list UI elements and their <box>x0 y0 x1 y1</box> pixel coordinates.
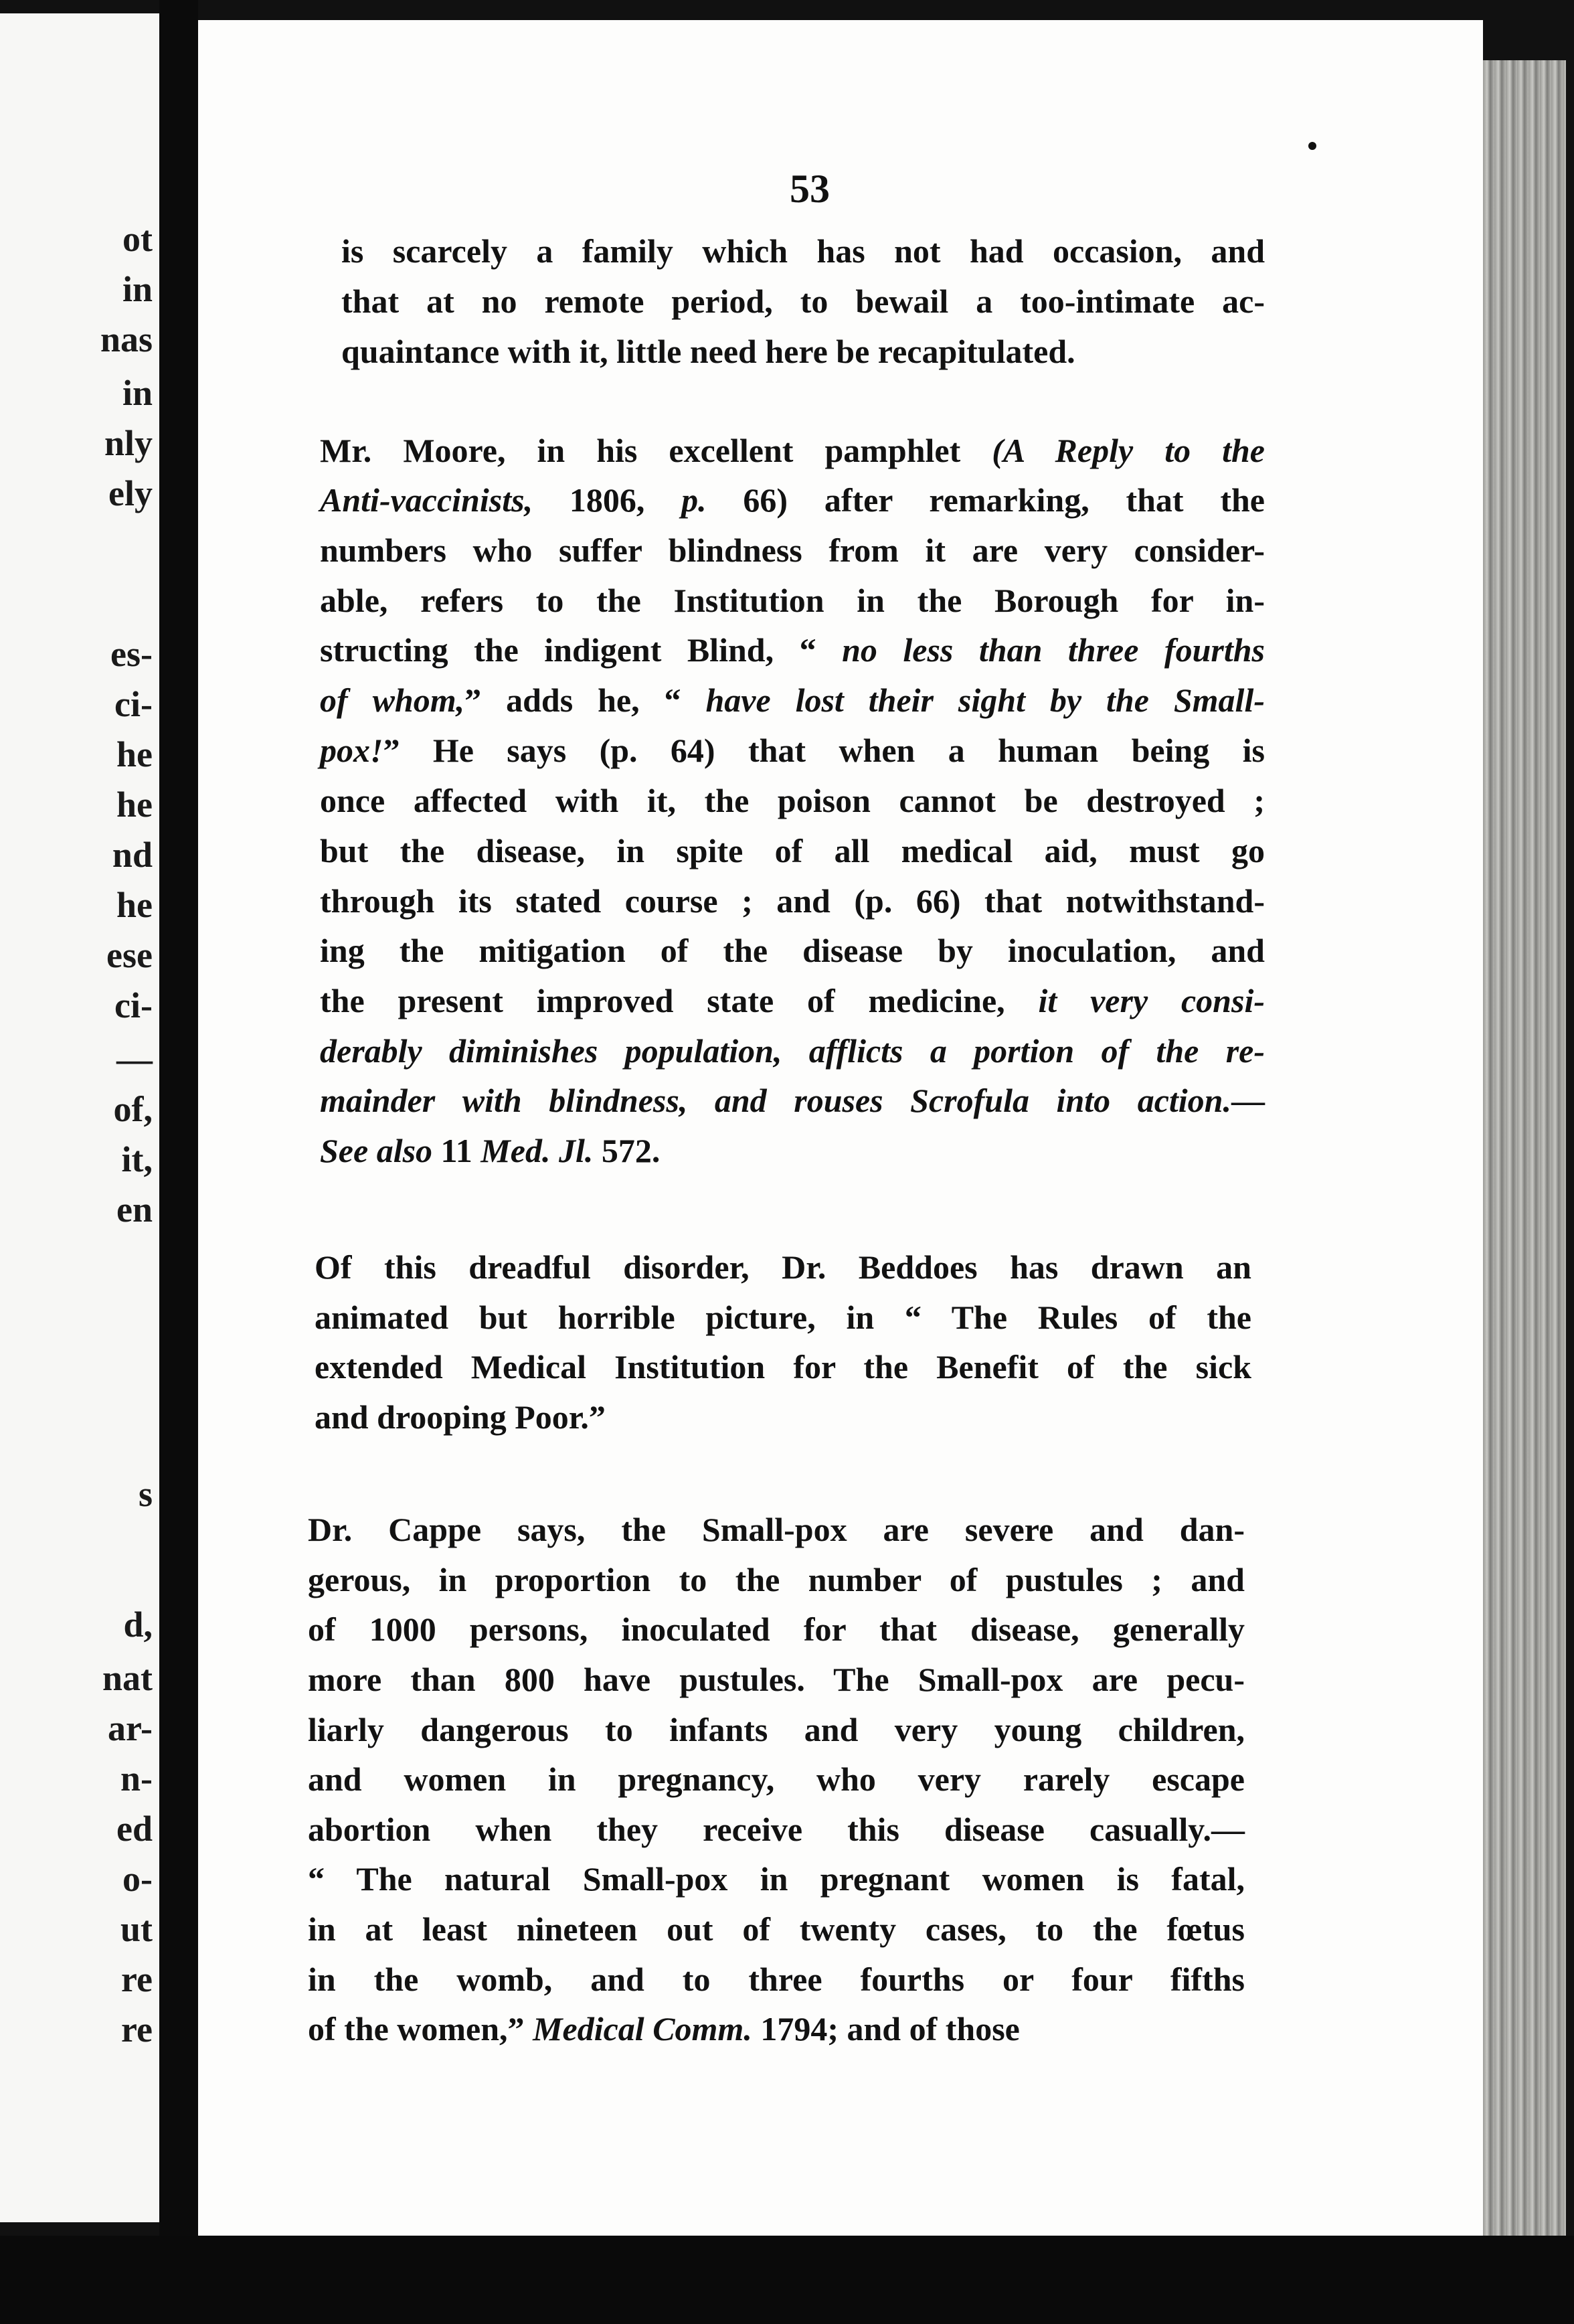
italic-text: mainder with blindness, and rouses Scrofula into action. <box>320 1082 1231 1119</box>
left-page-fragment: in <box>122 373 153 413</box>
text-line <box>320 734 1265 767</box>
text-line <box>320 1134 1265 1167</box>
text-run: through its stated course ; and (p. 66) that notwithstand- <box>320 882 1265 920</box>
text-line <box>308 1513 1245 1546</box>
italic-text: p. <box>681 481 707 519</box>
italic-text: have lost their sight by the Small- <box>705 681 1265 719</box>
text-run: 1806, <box>569 481 682 519</box>
left-page-fragment: ci- <box>114 684 153 724</box>
left-page-fragment: of, <box>113 1089 153 1129</box>
left-page-fragment: ot <box>122 219 153 259</box>
text-line <box>315 1400 1251 1434</box>
text-run: liarly dangerous to infants and very young children, <box>308 1711 1245 1748</box>
left-page-fragment: he <box>116 784 153 825</box>
text-run: numbers who suffer blindness from it are very consider- <box>320 531 1265 569</box>
text-line <box>320 1084 1265 1117</box>
text-line <box>308 1762 1245 1796</box>
text-run: ” adds he, “ <box>464 681 706 719</box>
page-edge <box>1483 60 1566 2242</box>
left-page-fragment: ed <box>116 1809 153 1849</box>
text-run: more than 800 have pustules. The Small-pox are pecu- <box>308 1661 1245 1698</box>
italic-text: of whom, <box>320 681 465 719</box>
text-run: and drooping Poor.” <box>315 1398 606 1436</box>
text-run: — <box>1231 1082 1265 1119</box>
text-run: that at no remote period, to bewail a too-intimate ac- <box>341 282 1265 320</box>
text-line <box>320 533 1265 567</box>
left-page-fragment: — <box>116 1039 153 1079</box>
italic-text: it very consi- <box>1038 982 1265 1019</box>
text-line <box>315 1301 1251 1334</box>
text-run: structing the indigent Blind, “ <box>320 631 843 669</box>
text-line <box>308 1912 1245 1946</box>
text-run: abortion when they receive this disease casually.— <box>308 1811 1245 1848</box>
text-run: Mr. Moore, in his excellent pamphlet <box>320 432 992 469</box>
text-line <box>308 1963 1245 1996</box>
italic-text: See also <box>320 1132 433 1169</box>
text-line <box>315 1250 1251 1284</box>
text-run: of the women,” <box>308 2010 533 2048</box>
text-run: gerous, in proportion to the number of pustules ; and <box>308 1561 1245 1598</box>
left-page-fragment: ely <box>108 473 153 513</box>
left-page-fragment: o- <box>122 1859 153 1899</box>
left-page-fragment: ci- <box>114 985 153 1025</box>
text-line <box>320 584 1265 617</box>
left-page-fragment: nas <box>100 319 153 359</box>
text-line <box>320 633 1265 667</box>
text-run: Of this dreadful disorder, Dr. Beddoes has drawn an <box>315 1248 1251 1286</box>
text-line <box>320 434 1265 467</box>
text-run: ” He says (p. 64) that when a human being is <box>383 732 1265 769</box>
left-page-fragment: he <box>116 885 153 925</box>
text-line <box>308 1813 1245 1846</box>
left-facing-page <box>0 13 159 2222</box>
text-run: the present improved state of medicine, <box>320 982 1039 1019</box>
text-run: able, refers to the Institution in the Borough for in- <box>320 582 1265 619</box>
text-run: 66) after remarking, that the <box>706 481 1265 519</box>
text-run: in at least nineteen out of twenty cases, to the fœtus <box>308 1910 1245 1948</box>
italic-text: (A Reply to the <box>992 432 1265 469</box>
left-page-fragment: s <box>138 1474 153 1514</box>
left-page-fragment: it, <box>121 1139 153 1179</box>
text-run: and women in pregnancy, who very rarely escape <box>308 1760 1245 1798</box>
left-page-fragment: in <box>122 269 153 309</box>
text-line <box>320 934 1265 967</box>
italic-text: Medical Comm. <box>533 2010 752 2048</box>
text-line <box>308 2012 1245 2046</box>
text-run: 1794; and of those <box>752 2010 1020 2048</box>
text-line <box>341 284 1265 318</box>
text-run: in the womb, and to three fourths or four fifths <box>308 1961 1245 1998</box>
left-page-fragment: nat <box>102 1658 153 1698</box>
text-run: of 1000 persons, inoculated for that disease, generally <box>308 1610 1245 1648</box>
text-line <box>308 1663 1245 1696</box>
text-run: 11 <box>432 1132 481 1169</box>
text-line <box>320 784 1265 817</box>
text-run: once affected with it, the poison cannot be destroyed ; <box>320 782 1265 819</box>
text-run: extended Medical Institution for the Benefit of the sick <box>315 1348 1251 1386</box>
text-run: but the disease, in spite of all medical aid, must go <box>320 832 1265 869</box>
book-gutter <box>159 0 198 2324</box>
text-run: ing the mitigation of the disease by inoculation, and <box>320 932 1265 969</box>
text-run: 572. <box>593 1132 661 1169</box>
left-page-fragment: en <box>116 1189 153 1230</box>
left-page-fragment: re <box>121 1959 153 1999</box>
text-line <box>320 834 1265 867</box>
text-line <box>308 1612 1245 1646</box>
italic-text: Anti-vaccinists, <box>320 481 570 519</box>
scan-border <box>0 2236 1574 2324</box>
left-page-fragment: ut <box>120 1909 153 1949</box>
text-line <box>320 1034 1265 1068</box>
text-run: animated but horrible picture, in “ The Rules of the <box>315 1299 1251 1336</box>
text-line <box>341 335 1265 368</box>
left-page-fragment: ar- <box>108 1708 153 1748</box>
text-run: “ The natural Small-pox in pregnant women is fatal, <box>308 1860 1245 1898</box>
left-page-fragment: es- <box>110 634 153 674</box>
text-line <box>308 1563 1245 1596</box>
text-line <box>320 884 1265 918</box>
left-page-fragment: nd <box>112 835 153 875</box>
text-line <box>308 1862 1245 1896</box>
italic-text: pox! <box>320 732 383 769</box>
text-run: is scarcely a family which has not had occasion, and <box>341 232 1265 270</box>
left-page-fragment: nly <box>104 423 153 463</box>
page-number: 53 <box>790 167 830 211</box>
left-page-fragment: n- <box>120 1758 153 1799</box>
italic-text: Med. Jl. <box>480 1132 594 1169</box>
italic-text: derably diminishes population, afflicts a portion of the re- <box>320 1032 1265 1070</box>
ink-speck <box>1308 142 1316 150</box>
italic-text: no less than three fourths <box>842 631 1265 669</box>
left-page-fragment: d, <box>123 1604 153 1645</box>
text-line <box>308 1713 1245 1746</box>
text-run: Dr. Cappe says, the Small-pox are severe and dan- <box>308 1511 1245 1548</box>
left-page-fragment: ese <box>106 935 153 975</box>
left-page-fragment: he <box>116 734 153 774</box>
left-page-fragment: re <box>121 2009 153 2050</box>
text-line <box>320 483 1265 517</box>
text-line <box>341 234 1265 268</box>
text-line <box>315 1350 1251 1384</box>
text-line <box>320 984 1265 1017</box>
text-run: quaintance with it, little need here be recapitulated. <box>341 333 1075 370</box>
text-line <box>320 683 1265 717</box>
